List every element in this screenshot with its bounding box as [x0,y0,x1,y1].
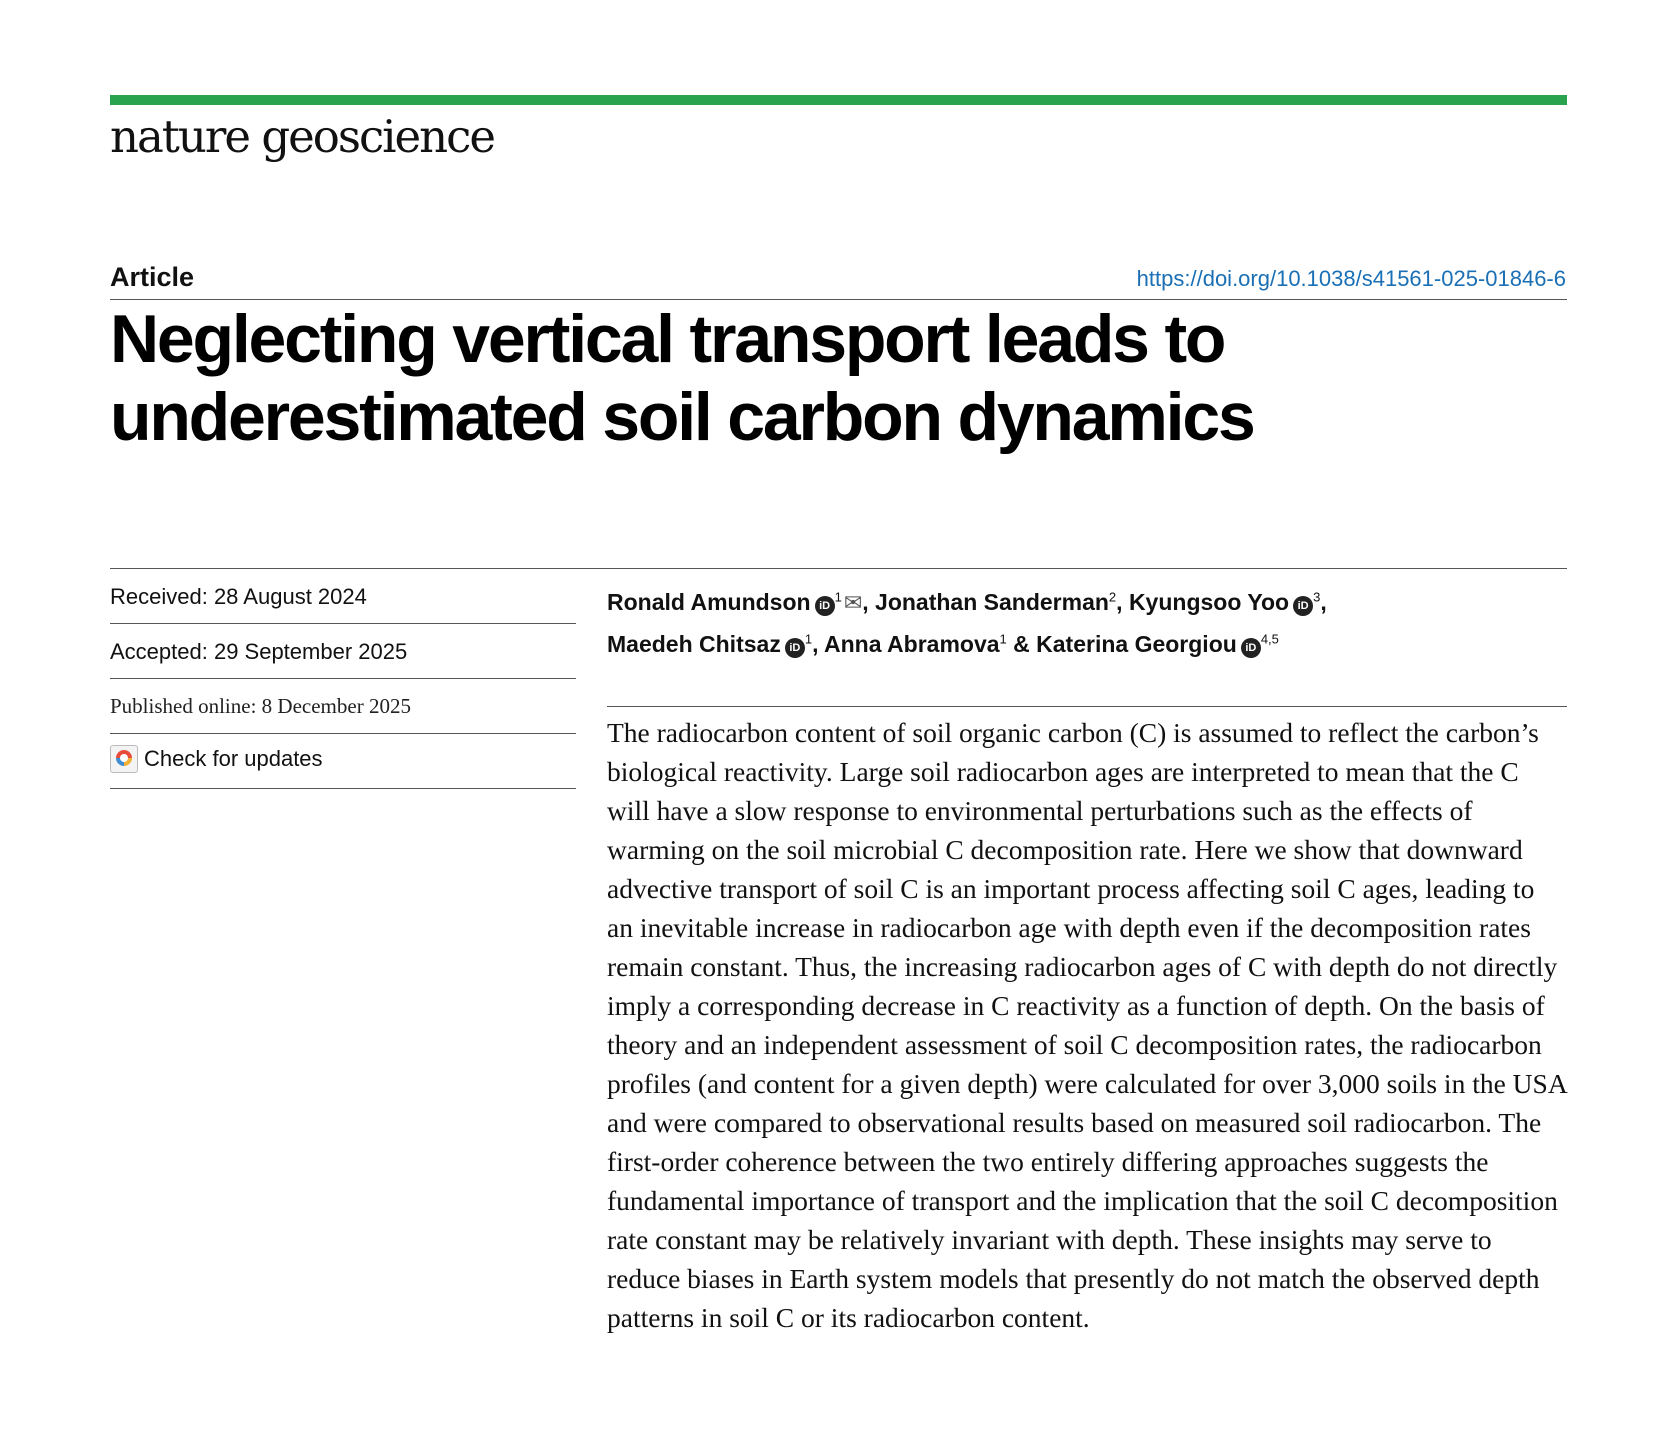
doi-link[interactable]: https://doi.org/10.1038/s41561-025-01846-6 [1136,266,1566,291]
meta-top-rule [110,568,1567,569]
article-type: Article [110,262,195,292]
author: Maedeh Chitsaz $iD^1$, [607,631,824,658]
author: Jonathan Sanderman$^2$, [875,588,1129,615]
article-title: Neglecting vertical transport leads to underestimated soil carbon dynamics [110,301,1254,455]
meta-rule-1 [110,623,576,624]
journal-name: nature geoscience [110,110,494,163]
published-date: Published online: 8 December 2025 [110,694,411,718]
orcid-icon[interactable]: iD [815,596,835,616]
check-updates-icon [110,745,138,773]
journal-header-bar [110,95,1567,105]
meta-rule-4 [110,788,576,789]
author: Kyungsoo Yoo $iD^3$, [1128,588,1327,615]
orcid-icon[interactable]: iD [1293,596,1313,616]
check-for-updates-button[interactable] [110,745,576,773]
received-date: Received: 28 August 2024 [110,584,367,609]
accepted-date: Accepted: 29 September 2025 [110,639,408,664]
author: Katerina Georgiou iD$^{4,5}$ [1036,631,1279,658]
author: Anna Abramova$^1$ & [824,631,1037,658]
check-updates-label: Check for updates [144,746,323,771]
meta-rule-3 [110,733,576,734]
abstract-top-rule [607,706,1567,707]
author: Ronald Amundson $iD^1✉$, [607,589,875,615]
email-icon[interactable]: ✉ [843,589,863,615]
author-list [607,578,1567,663]
abstract: The radiocarbon content of soil organic carbon (C) is assumed to reflect the carbon’s biological reactivity. Large soil radiocarbon ages are interpreted to mean that the C will have a slow response to environmental perturbations such as the effects of warming on the soil microbial C decomposition rate. Here we show that downward advective transport of soil C is an important process affecting soil C ages, leading to an inevitable increase in radiocarbon age with depth even if the decomposition rates remain constant. Thus, the increasing radiocarbon ages of C with depth do not directly imply a corresponding decrease in C reactivity as a function of depth. On the basis of theory and an independent assessment of soil C decomposition rates, the radiocarbon profiles (and content for a given depth) were calculated for over 3,000 soils in the USA and were compared to observational results based on measured soil radiocarbon. The first-order coherence between the two entirely differing approaches suggests the fundamental importance of transport and the implication that the soil C decomposition rate constant may be relatively invariant with depth. These insights may serve to reduce biases in Earth system models that presently do not match the observed depth patterns in soil C or its radiocarbon content. [607,717,1567,1333]
orcid-icon[interactable]: iD [1241,638,1261,658]
orcid-icon[interactable]: iD [785,638,805,658]
meta-rule-2 [110,678,576,679]
